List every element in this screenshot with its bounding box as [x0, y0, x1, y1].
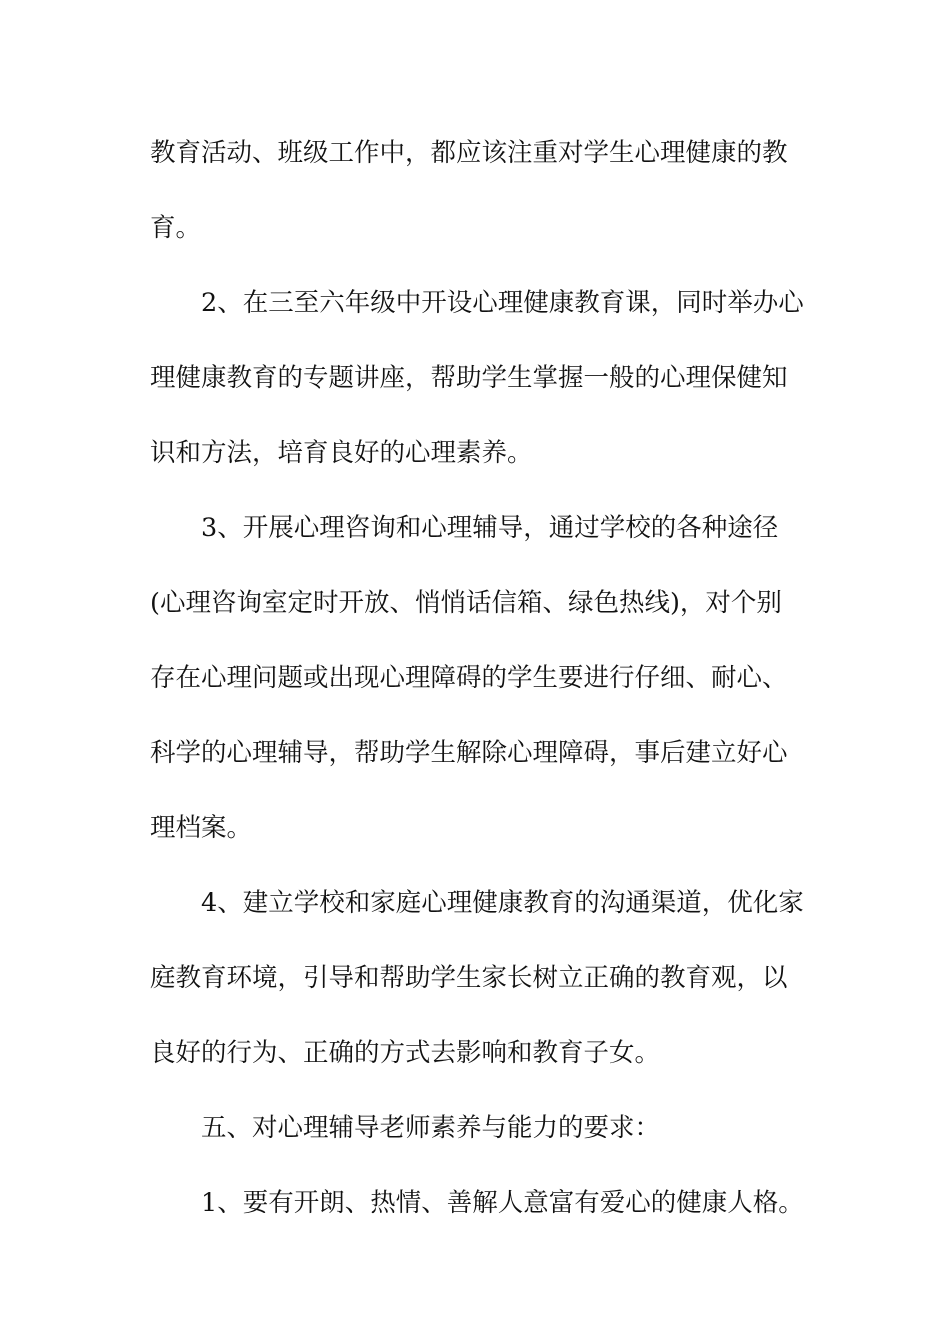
text-line: 存在心理问题或出现心理障碍的学生要进行仔细、耐心、: [150, 663, 788, 693]
text-line: 理健康教育的专题讲座，帮助学生掌握一般的心理保健知: [150, 363, 788, 393]
text-line: 育。: [150, 213, 202, 243]
text-line: (心理咨询室定时开放、悄悄话信箱、绿色热线)，对个别: [150, 588, 782, 618]
text-line: 良好的行为、正确的方式去影响和教育子女。: [150, 1038, 661, 1068]
text-line: 教育活动、班级工作中，都应该注重对学生心理健康的教: [150, 138, 788, 168]
text-line: 理档案。: [150, 813, 253, 843]
text-line: 4、建立学校和家庭心理健康教育的沟通渠道，优化家: [201, 888, 804, 918]
text-line: 庭教育环境，引导和帮助学生家长树立正确的教育观，以: [150, 963, 788, 993]
text-line: 1、要有开朗、热情、善解人意富有爱心的健康人格。: [201, 1188, 804, 1218]
text-line: 3、开展心理咨询和心理辅导，通过学校的各种途径: [201, 513, 779, 543]
section-heading: 五、对心理辅导老师素养与能力的要求：: [201, 1113, 661, 1143]
text-line: 2、在三至六年级中开设心理健康教育课，同时举办心: [201, 288, 804, 318]
text-line: 识和方法，培育良好的心理素养。: [150, 438, 533, 468]
text-line: 科学的心理辅导，帮助学生解除心理障碍，事后建立好心: [150, 738, 788, 768]
